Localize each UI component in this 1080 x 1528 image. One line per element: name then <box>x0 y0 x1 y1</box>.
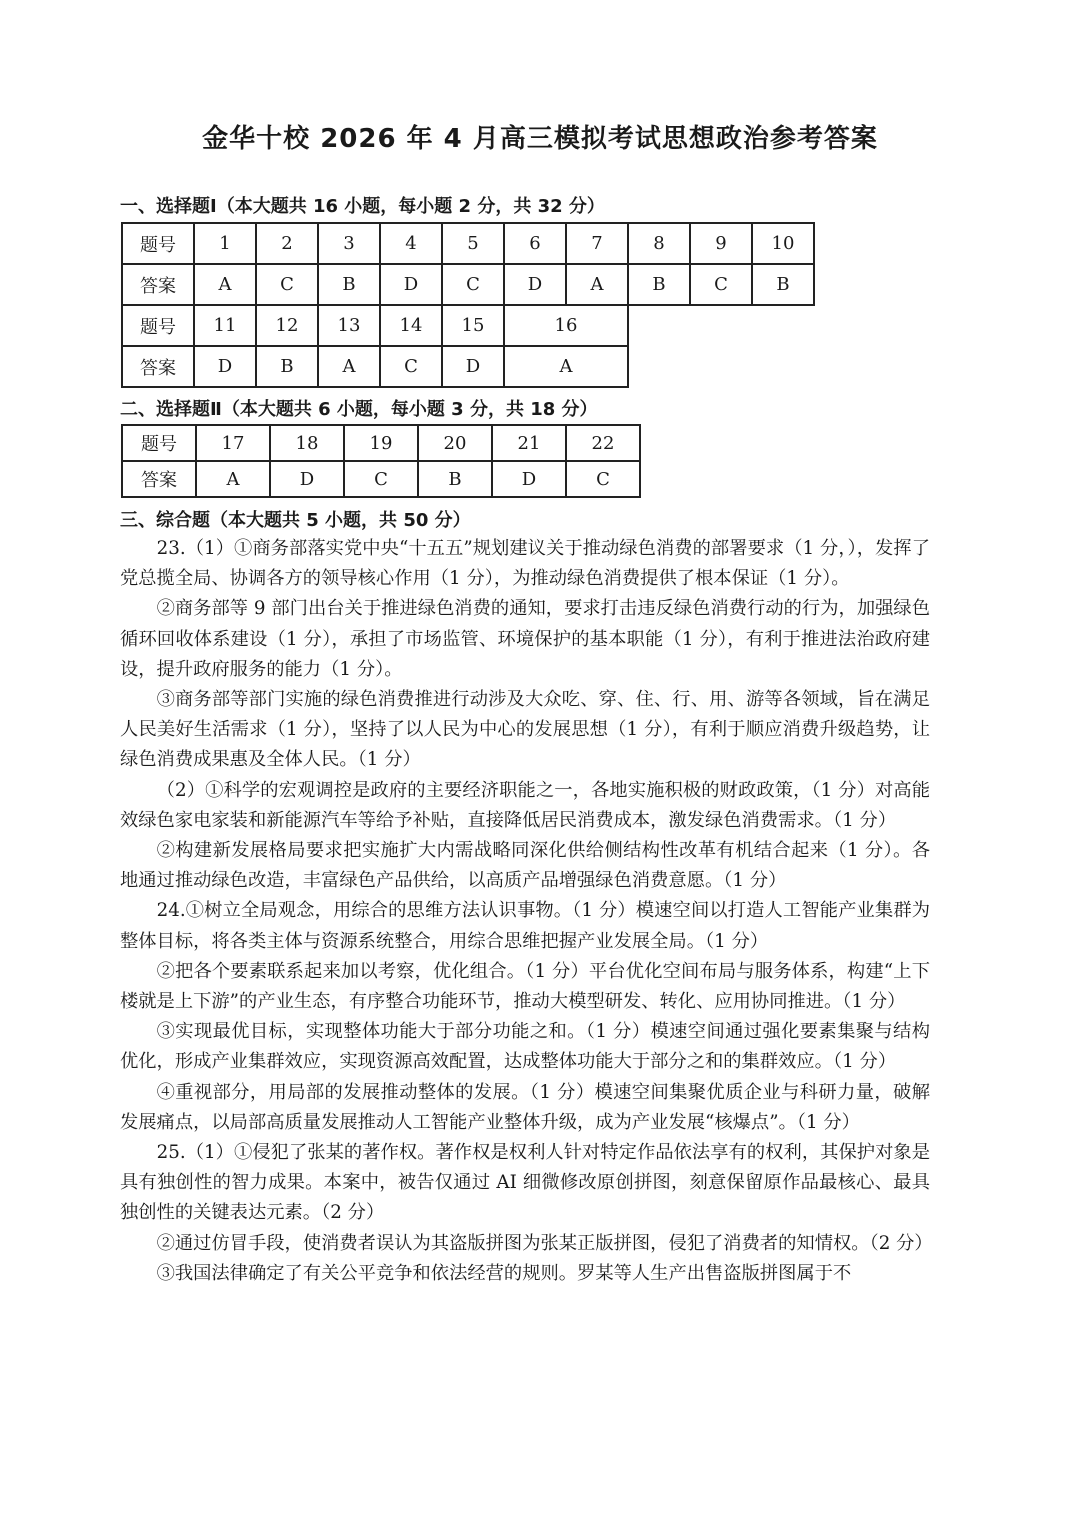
row-label: 答案 <box>122 264 194 305</box>
answer-cell: B <box>418 461 492 497</box>
answer-cell: D <box>504 264 566 305</box>
section-1-heading: 一、选择题Ⅰ（本大题共 16 小题，每小题 2 分，共 32 分） <box>120 196 605 217</box>
question-number: 6 <box>504 223 566 264</box>
answer-paragraph: ③我国法律确定了有关公平竞争和依法经营的规则。罗某等人生产出售盗版拼图属于不 <box>156 1262 852 1284</box>
table-row-answers <box>122 461 640 497</box>
section-2-answer-table <box>121 424 641 498</box>
answer-paragraph: ②商务部等 9 部门出台关于推进绿色消费的通知，要求打击违反绿色消费行动的行为，加强绿色循环回收体系建设（1 分），承担了市场监管、环境保护的基本职能（1 分），有利于推进法治政府建设，提升政府服务的能力（1 分）。 <box>120 598 930 680</box>
answer-cell: B <box>628 264 690 305</box>
answer-cell: B <box>752 264 814 305</box>
question-number: 10 <box>752 223 814 264</box>
question-number: 16 <box>504 305 628 346</box>
row-label: 答案 <box>122 461 196 497</box>
table-row-numbers-1 <box>122 223 814 264</box>
answer-cell: D <box>270 461 344 497</box>
question-number: 9 <box>690 223 752 264</box>
table-row-numbers-2 <box>122 305 628 346</box>
answer-paragraph: （2）①科学的宏观调控是政府的主要经济职能之一，各地实施积极的财政政策，（1 分）对高能效绿色家电家装和新能源汽车等给予补贴，直接降低居民消费成本，激发绿色消费需求。（1 分） <box>120 779 930 831</box>
question-number: 18 <box>270 425 344 461</box>
answer-paragraph: ②通过仿冒手段，使消费者误认为其盗版拼图为张某正版拼图，侵犯了消费者的知情权。（2 分） <box>156 1232 933 1254</box>
page-title: 金华十校 2026 年 4 月高三模拟考试思想政治参考答案 <box>202 124 878 154</box>
answer-cell: C <box>566 461 640 497</box>
answer-cell: D <box>194 346 256 387</box>
section-1-answer-table <box>121 222 815 306</box>
question-number: 3 <box>318 223 380 264</box>
answer-cell: A <box>566 264 628 305</box>
answer-cell: C <box>256 264 318 305</box>
answer-cell: A <box>504 346 628 387</box>
answer-cell: D <box>442 346 504 387</box>
row-label: 题号 <box>122 223 194 264</box>
answer-cell: A <box>194 264 256 305</box>
answer-cell: B <box>256 346 318 387</box>
answer-cell: D <box>492 461 566 497</box>
answer-paragraph: ③商务部等部门实施的绿色消费推进行动涉及大众吃、穿、住、行、用、游等各领域，旨在满足人民美好生活需求（1 分），坚持了以人民为中心的发展思想（1 分），有利于顺应消费升级趋势，让绿色消费成果惠及全体人民。（1 分） <box>120 689 930 771</box>
answer-paragraph: 23.（1）①商务部落实党中央“十五五”规划建议关于推动绿色消费的部署要求（1 分，），发挥了党总揽全局、协调各方的领导核心作用（1 分），为推动绿色消费提供了根本保证（1 分）。 <box>120 538 930 590</box>
answer-body <box>120 534 933 1289</box>
section-2-heading: 二、选择题Ⅱ（本大题共 6 小题，每小题 3 分，共 18 分） <box>120 399 598 420</box>
table-row-answers-2 <box>122 346 628 387</box>
question-number: 17 <box>196 425 270 461</box>
answer-paragraph: 24.①树立全局观念，用综合的思维方法认识事物。（1 分）模速空间以打造人工智能产业集群为整体目标，将各类主体与资源系统整合，用综合思维把握产业发展全局。（1 分） <box>120 900 930 952</box>
answer-paragraph: ②构建新发展格局要求把实施扩大内需战略同深化供给侧结构性改革有机结合起来（1 分）。各地通过推动绿色改造，丰富绿色产品供给，以高质产品增强绿色消费意愿。（1 分） <box>120 840 930 892</box>
row-label: 答案 <box>122 346 194 387</box>
question-number: 1 <box>194 223 256 264</box>
answer-cell: A <box>196 461 270 497</box>
question-number: 14 <box>380 305 442 346</box>
question-number: 20 <box>418 425 492 461</box>
answer-cell: C <box>380 346 442 387</box>
section-3-heading: 三、综合题（本大题共 5 小题，共 50 分） <box>120 510 471 531</box>
answer-cell: A <box>318 346 380 387</box>
question-number: 19 <box>344 425 418 461</box>
answer-cell: C <box>690 264 752 305</box>
question-number: 12 <box>256 305 318 346</box>
answer-cell: C <box>344 461 418 497</box>
question-number: 15 <box>442 305 504 346</box>
table-row-answers-1 <box>122 264 814 305</box>
row-label: 题号 <box>122 305 194 346</box>
question-number: 13 <box>318 305 380 346</box>
answer-cell: D <box>380 264 442 305</box>
answer-paragraph: ③实现最优目标，实现整体功能大于部分功能之和。（1 分）模速空间通过强化要素集聚与结构优化，形成产业集群效应，实现资源高效配置，达成整体功能大于部分之和的集群效应。（1 分） <box>120 1021 930 1073</box>
answer-paragraph: ②把各个要素联系起来加以考察，优化组合。（1 分）平台优化空间布局与服务体系，构建“上下楼就是上下游”的产业生态，有序整合功能环节，推动大模型研发、转化、应用协同推进。（1 分） <box>120 960 930 1013</box>
table-row-numbers <box>122 425 640 461</box>
row-label: 题号 <box>122 425 196 461</box>
question-number: 21 <box>492 425 566 461</box>
question-number: 4 <box>380 223 442 264</box>
question-number: 5 <box>442 223 504 264</box>
answer-paragraph: ④重视部分，用局部的发展推动整体的发展。（1 分）模速空间集聚优质企业与科研力量，破解发展痛点，以局部高质量发展推动人工智能产业整体升级，成为产业发展“核爆点”。（1 分） <box>120 1081 930 1133</box>
question-number: 8 <box>628 223 690 264</box>
answer-cell: B <box>318 264 380 305</box>
question-number: 11 <box>194 305 256 346</box>
section-1-answer-table-2 <box>121 304 629 388</box>
question-number: 7 <box>566 223 628 264</box>
question-number: 22 <box>566 425 640 461</box>
answer-cell: C <box>442 264 504 305</box>
question-number: 2 <box>256 223 318 264</box>
answer-paragraph: 25.（1）①侵犯了张某的著作权。著作权是权利人针对特定作品依法享有的权利，其保护对象是具有独创性的智力成果。本案中，被告仅通过 AI 细微修改原创拼图，刻意保留原作品最核心、最具独创性的关键表达元素。（2 分） <box>120 1142 930 1224</box>
